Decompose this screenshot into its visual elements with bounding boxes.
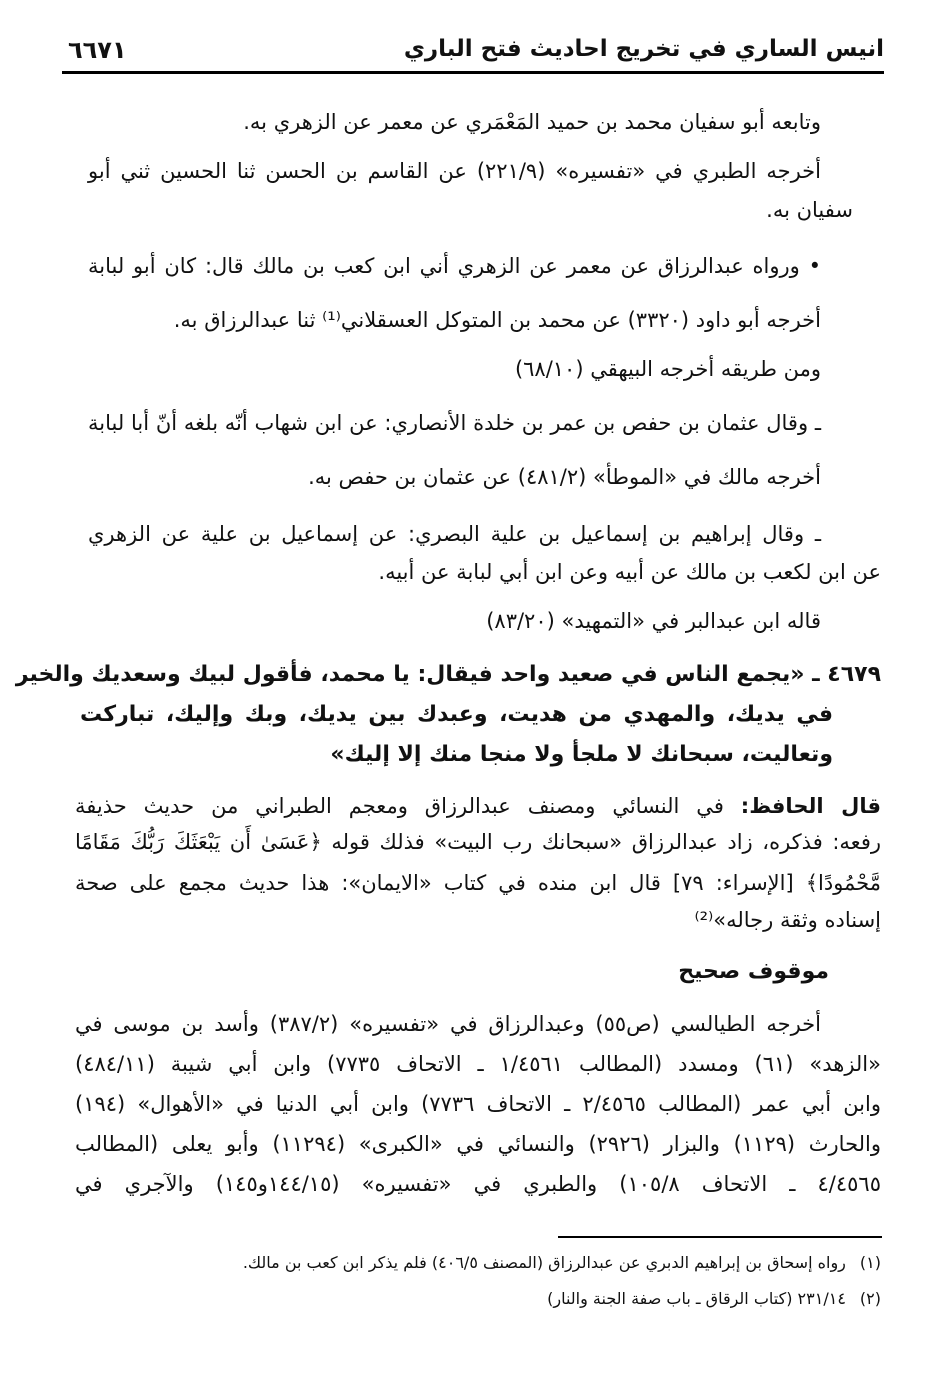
text-line: عن ابن لكعب بن مالك عن أبيه وعن ابن أبي لبابة عن أبيه.: [378, 560, 881, 584]
text-line: قاله ابن عبدالبر في «التمهيد» (٨٣/٢٠): [486, 609, 821, 633]
text-line: أخرجه أبو داود (٣٣٢٠) عن محمد بن المتوكل العسقلاني⁽¹⁾ ثنا عبدالرزاق به.: [173, 308, 821, 332]
text-line: ومن طريقه أخرجه البيهقي (٦٨/١٠): [514, 357, 821, 381]
text-line: وابن أبي عمر (المطالب ٢/٤٥٦٥ ـ الاتحاف ٧٧٣٦) وابن أبي الدنيا في «الأهوال» (١٩٤): [75, 1092, 881, 1116]
text-line: ـ وقال إبراهيم بن إسماعيل بن علية البصري: عن إسماعيل بن علية عن الزهري: [88, 522, 821, 546]
text-line: رفعه: فذكره، زاد عبدالرزاق «سبحانك رب البيت» فذلك قوله ﴿عَسَىٰ أَن يَبْعَثَكَ رَبُّكَ مَقَامًا: [75, 830, 881, 854]
text-line: سفيان به.: [766, 198, 853, 222]
text-line: ٤/٤٥٦٥ ـ الاتحاف ١٠٥/٨) والطبري في «تفسيره» (١٤٤/١٥و١٤٥) والآجري في: [75, 1172, 881, 1196]
footnote-number: (٢): [859, 1289, 881, 1308]
text-line: إسناده وثقة رجاله»⁽²⁾: [694, 908, 881, 932]
footnote-rule: [558, 1236, 882, 1238]
text-line: أخرجه مالك في «الموطأ» (٤٨١/٢) عن عثمان بن حفص به.: [308, 465, 821, 489]
footnote-text: ٢٣١/١٤ (كتاب الرقاق ـ باب صفة الجنة والنار): [547, 1289, 846, 1308]
text-line: [75, 791, 881, 821]
text-line: ـ وقال عثمان بن حفص بن عمر بن خلدة الأنصاري: عن ابن شهاب أنّه بلغه أنّ أبا لبابة: [88, 411, 821, 435]
hafiz-text: في النسائي ومصنف عبدالرزاق ومعجم الطبراني من حديث حذيفة: [75, 794, 741, 818]
text-line: «الزهد» (٦١) ومسدد (المطالب ١/٤٥٦١ ـ الاتحاف ٧٧٣٥) وابن أبي شيبة (٤٨٤/١١): [75, 1052, 881, 1076]
hadith-line: ٤٦٧٩ ـ «يجمع الناس في صعيد واحد فيقال: يا محمد، فأقول لبيك وسعديك والخير: [15, 662, 881, 687]
text-line: وتابعه أبو سفيان محمد بن حميد المَعْمَري عن معمر عن الزهري به.: [243, 110, 821, 134]
text-line: أخرجه الطيالسي (ص٥٥) وعبدالرزاق في «تفسيره» (٣٨٧/٢) وأسد بن موسى في: [75, 1012, 821, 1036]
hafiz-label: قال الحافظ:: [740, 794, 881, 818]
page-number: ٦٦٧١: [68, 36, 127, 64]
header-rule: [62, 71, 884, 74]
hadith-line: في يديك، والمهدي من هديت، وعبدك بين يديك، وبك وإليك، تباركت: [80, 702, 833, 727]
grade-heading: موقوف صحيح: [678, 959, 829, 984]
hadith-line: وتعاليت، سبحانك لا ملجأ ولا منجا منك إلا إليك»: [330, 742, 833, 767]
text-line: مَّحْمُودًا﴾ [الإسراء: ٧٩] قال ابن منده في كتاب «الايمان»: هذا حديث مجمع على صحة: [75, 871, 881, 895]
footnote: [547, 1287, 881, 1311]
footnote: [243, 1251, 881, 1275]
footnote-number: (١): [859, 1253, 881, 1272]
text-line: • ورواه عبدالرزاق عن معمر عن الزهري أني ابن كعب بن مالك قال: كان أبو لبابة: [88, 254, 821, 278]
footnote-text: رواه إسحاق بن إبراهيم الدبري عن عبدالرزاق (المصنف ٤٠٦/٥) فلم يذكر ابن كعب بن مالك.: [242, 1253, 846, 1272]
running-title: انيس الساري في تخريج احاديث فتح الباري: [403, 36, 884, 62]
text-line: أخرجه الطبري في «تفسيره» (٢٢١/٩) عن القاسم بن الحسن ثنا الحسين ثني أبو: [88, 159, 821, 183]
text-line: والحارث (١١٢٩) والبزار (٢٩٢٦) والنسائي في «الكبرى» (١١٢٩٤) وأبو يعلى (المطالب: [75, 1132, 882, 1156]
page-header: [62, 30, 884, 74]
